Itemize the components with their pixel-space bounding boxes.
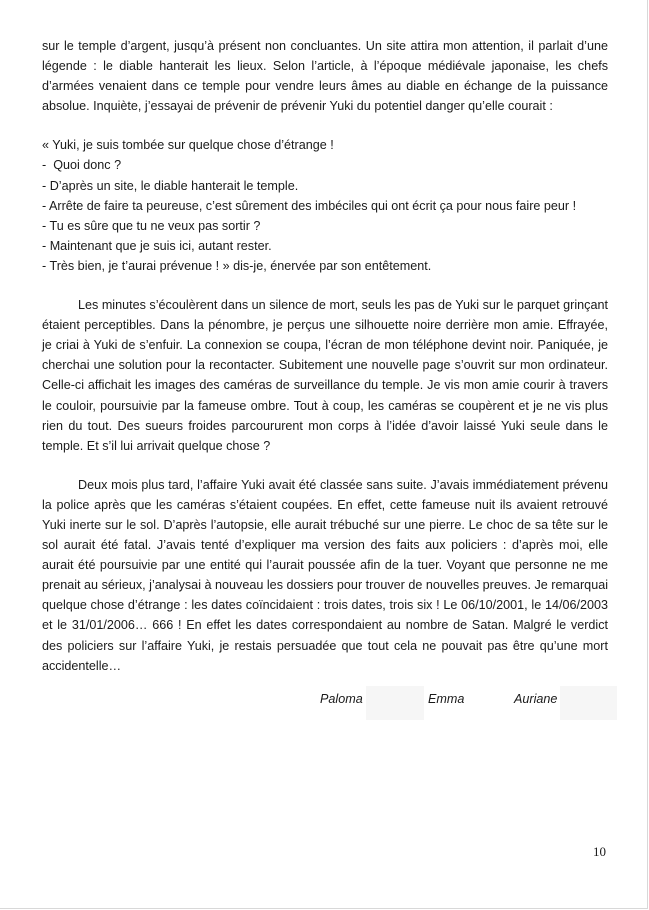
paragraph-spacer (42, 116, 608, 135)
paragraph-spacer (42, 456, 608, 475)
paragraph-1: sur le temple d’argent, jusqu’à présent non concluantes. Un site attira mon attention, il parlait d’une légende : le diable hanterait les lieux. Selon l’article, à l’époque médiévale japonaise, les chefs d’armées venaient dans ce temple pour vendre leurs âmes au diable en échange de la puissance absolue. Inquiète, j’essayai de prévenir de prévenir Yuki du potentiel danger qu’elle courait : (42, 39, 608, 114)
dialogue-block (42, 135, 608, 276)
author-signatures (0, 686, 649, 720)
author-name: Emma (428, 692, 465, 706)
dialogue-line: - Arrête de faire ta peureuse, c’est sûrement des imbéciles qui ont écrit ça pour nous faire peur ! (42, 198, 577, 213)
author-name: Paloma (320, 692, 363, 706)
paragraph-3: Deux mois plus tard, l’affaire Yuki avait été classée sans suite. J’avais immédiatement prévenu la police après que les caméras s’étaient coupées. En effet, cette fameuse nuit ils avaient retrouvé Yuki inerte sur le sol. D’après l’autopsie, elle aurait trébuché sur une pierre. Le choc de sa tête sur le sol aurait été fatal. J’avais tenté d’expliquer ma version des faits aux policiers : d’après moi, elle aurait été poursuivie par une entité qui l’aurait poussée afin de la tuer. Voyant que personne ne me prenait au sérieux, j’analysai à nouveau les dossiers pour trouver de nouvelles preuves. Je remarquai quelque chose d’étrange : les dates coïncidaient : trois dates, trois six ! Le 06/10/2001, le 14/06/2003 et le 31/01/2006… 666 ! En effet les dates correspondaient au nombre de Satan. Malgré le verdict des policiers sur l’affaire Yuki, je restais persuadée que tout cela ne pouvait pas être qu’une mort accidentelle… (42, 477, 608, 673)
dialogue-line: - D’après un site, le diable hanterait le temple. (42, 178, 299, 193)
paragraph-spacer (42, 276, 608, 295)
signature-box (366, 686, 424, 720)
page-number: 10 (593, 844, 606, 859)
dialogue-line: - Quoi donc ? (42, 158, 122, 173)
author-name: Auriane (514, 692, 558, 706)
dialogue-line: - Maintenant que je suis ici, autant rester. (42, 238, 272, 253)
signature-box (560, 686, 617, 720)
dialogue-line: - Tu es sûre que tu ne veux pas sortir ? (42, 218, 261, 233)
document-body (42, 36, 608, 676)
paragraph-2: Les minutes s’écoulèrent dans un silence de mort, seuls les pas de Yuki sur le parquet grinçant étaient perceptibles. Dans la pénombre, je perçus une silhouette noire derrière mon amie. Effrayée, je criai à Yuki de s’enfuir. La connexion se coupa, l’écran de mon téléphone devint noir. Paniquée, je cherchai une solution pour la recontacter. Subitement une nouvelle page s’ouvrit sur mon ordinateur. Celle-ci affichait les images des caméras de surveillance du temple. Je vis mon amie courir à travers le couloir, poursuivie par la fameuse ombre. Tout à coup, les caméras se coupèrent et je ne vis plus rien du tout. Des sueurs froides parcoururent mon corps à l’idée d’avoir laissé Yuki seule dans le temple. Et s’il lui arrivait quelque chose ? (42, 298, 608, 453)
dialogue-line: - Très bien, je t’aurai prévenue ! » dis-je, énervée par son entêtement. (42, 258, 432, 273)
dialogue-line: « Yuki, je suis tombée sur quelque chose d’étrange ! (42, 138, 334, 153)
